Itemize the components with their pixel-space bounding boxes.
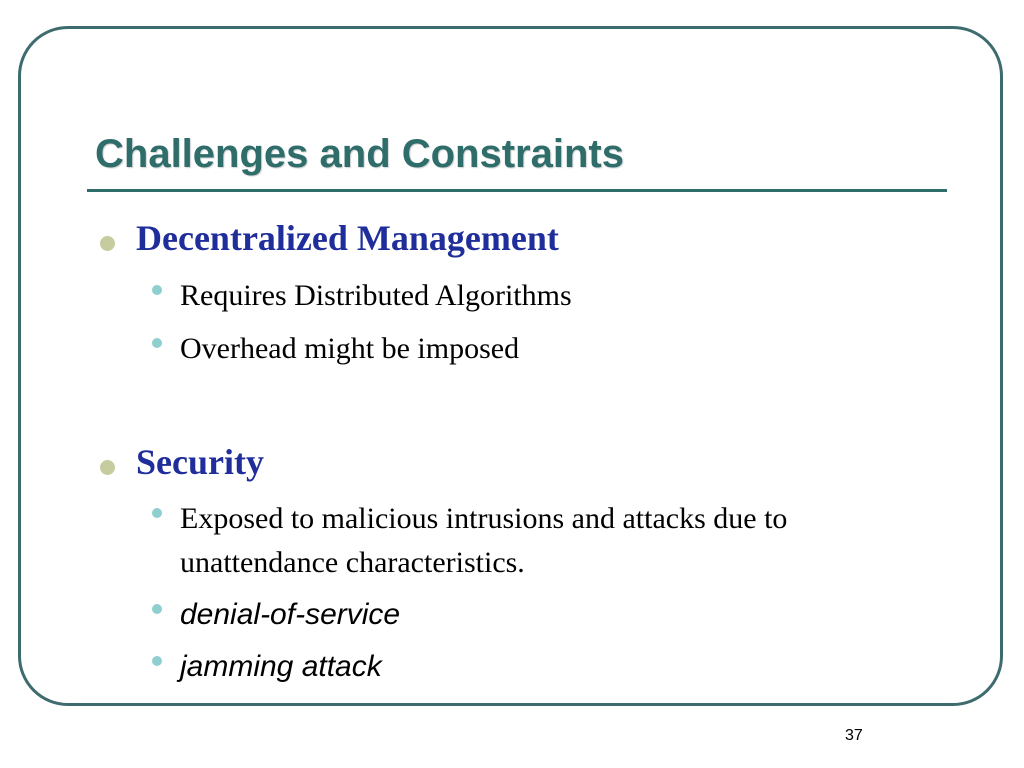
point-requires-distributed-algorithms: Requires Distributed Algorithms xyxy=(180,279,572,312)
bullet-icon xyxy=(100,236,115,251)
point-exposed-continuation: unattendance characteristics. xyxy=(180,546,525,579)
title-divider xyxy=(87,189,947,192)
sub-bullet-icon xyxy=(152,604,162,614)
section-heading-security: Security xyxy=(136,442,264,482)
bullet-icon xyxy=(100,460,115,475)
sub-bullet-icon xyxy=(152,656,162,666)
sub-bullet-icon xyxy=(152,338,162,348)
point-denial-of-service: denial-of-service xyxy=(180,598,401,631)
sub-bullet-icon xyxy=(152,285,162,295)
sub-bullet-icon xyxy=(152,508,162,518)
point-exposed-to-malicious-intrusions: Exposed to malicious intrusions and attacks due to xyxy=(180,502,788,535)
point-overhead-might-be-imposed: Overhead might be imposed xyxy=(180,332,520,365)
page-number: 37 xyxy=(845,727,863,744)
point-jamming-attack: jamming attack xyxy=(180,650,382,683)
slide-title: Challenges and Constraints xyxy=(95,132,624,176)
section-heading-decentralized-management: Decentralized Management xyxy=(136,218,559,258)
